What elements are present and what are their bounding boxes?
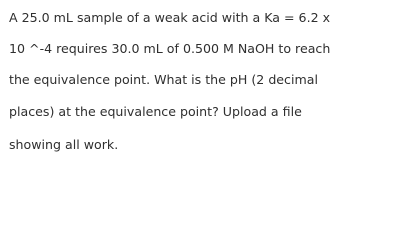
question-line: 10 ^-4 requires 30.0 mL of 0.500 M NaOH to reach [9, 41, 331, 56]
question-line: the equivalence point. What is the pH (2 decimal [9, 72, 318, 87]
question-line: A 25.0 mL sample of a weak acid with a Ka = 6.2 x [9, 10, 331, 25]
question-line: showing all work. [9, 137, 119, 152]
question-line: places) at the equivalence point? Upload a file [9, 104, 302, 119]
